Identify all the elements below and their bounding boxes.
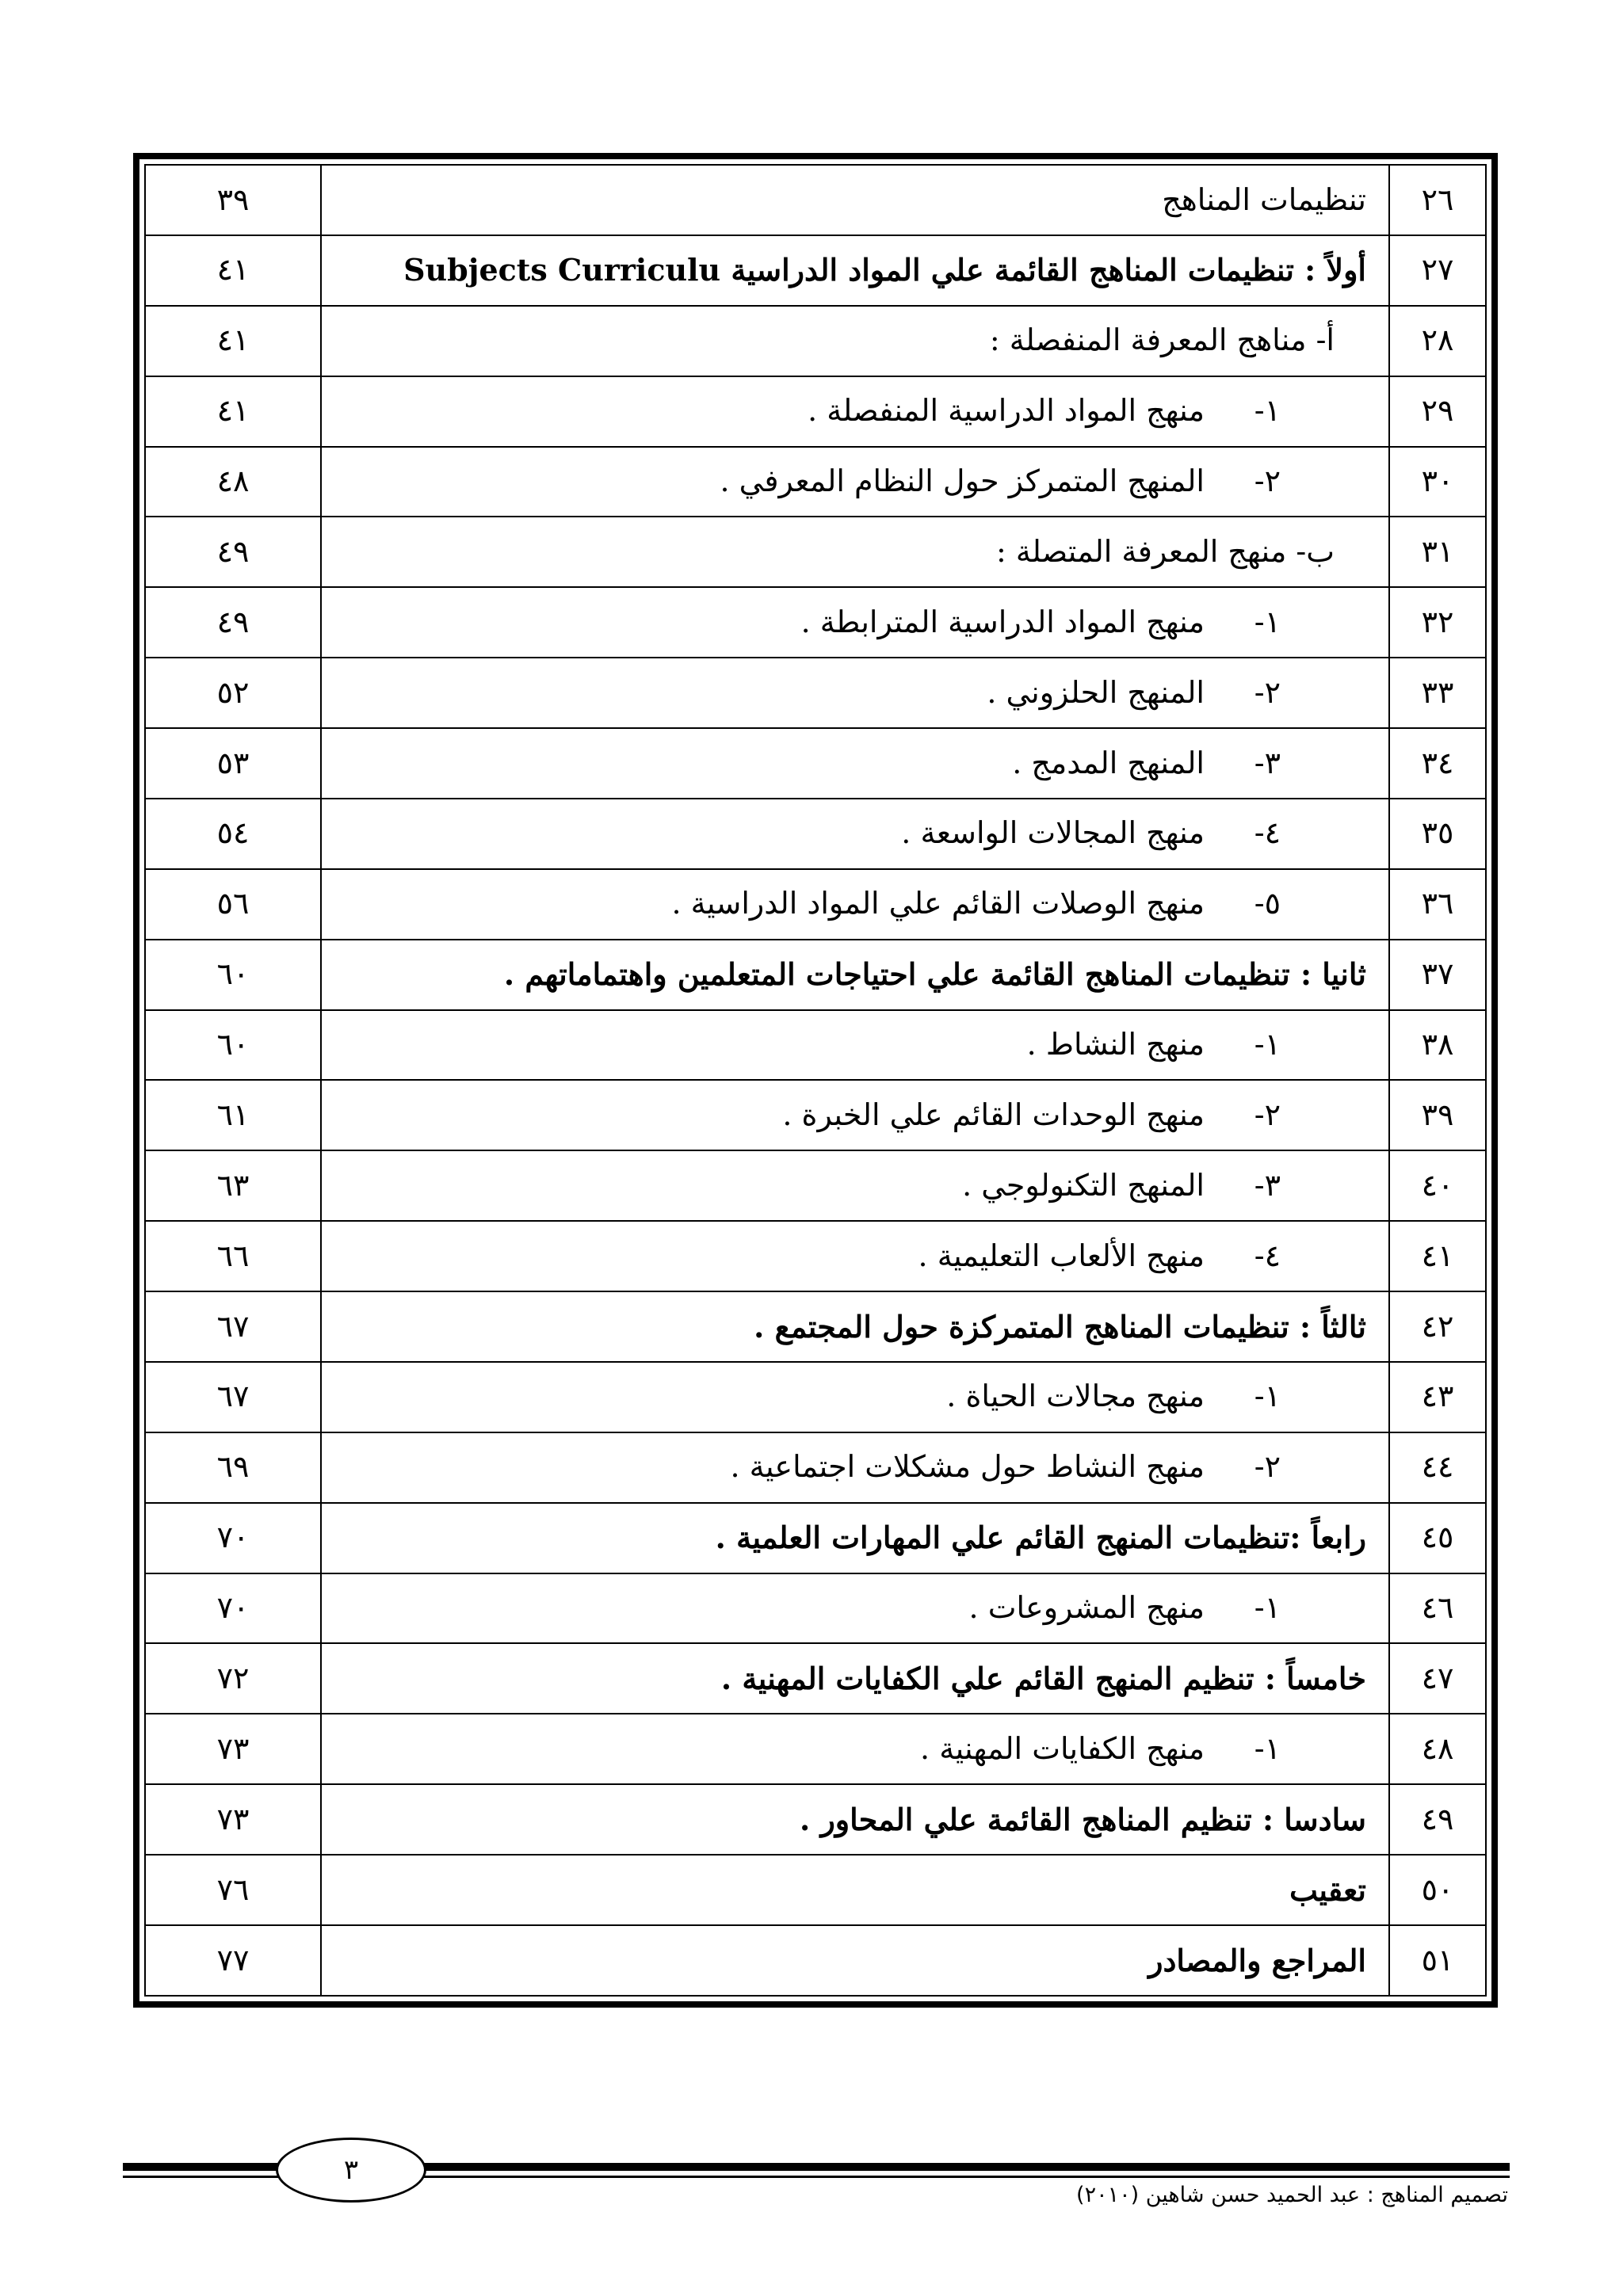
toc-row [145,1925,1486,1996]
toc-row-page: ٥٦ [145,869,321,940]
toc-section-title: سادسا : تنظيم المناهج القائمة علي المحاور . [799,1801,1366,1837]
toc-table [144,164,1487,1997]
footer-caption: تصميم المناهج : عبد الحميد حسن شاهين (٢٠١٠) [1076,2183,1508,2207]
toc-row-page: ٤٨ [145,447,321,517]
toc-row-number: ٥١ [1389,1925,1486,1996]
toc-row-page: ٧٠ [145,1503,321,1573]
toc-row-number: ٤٢ [1389,1291,1486,1362]
toc-subsection-title: أ- مناهج المعرفة المنفصلة : [989,322,1335,358]
toc-item-title: المنهج المتمركز حول النظام المعرفي . [720,463,1205,499]
toc-row-title-cell [321,376,1389,447]
toc-row [145,1150,1486,1221]
toc-row-number: ٢٧ [1389,235,1486,306]
toc-item-title: منهج الألعاب التعليمية . [918,1238,1205,1273]
toc-item-title: منهج المجالات الواسعة . [901,815,1205,851]
toc-item-marker: ٢- [1254,1097,1281,1132]
toc-row-page: ٤٩ [145,587,321,658]
toc-section-title: المراجع والمصادر [1148,1942,1366,1978]
toc-item-marker: ١- [1254,393,1281,429]
toc-subitem [730,1451,1377,1484]
toc-row-number: ٤٩ [1389,1784,1486,1855]
toc-row-number: ٣٤ [1389,728,1486,799]
toc-subitem [782,1099,1377,1132]
toc-row-page: ٦٠ [145,940,321,1010]
toc-row [145,658,1486,728]
toc-item-title: منهج المواد الدراسية المنفصلة . [808,393,1205,429]
toc-row-title-cell [321,1784,1389,1855]
toc-item-title: منهج المواد الدراسية المترابطة . [800,604,1205,639]
toc-subitem [1012,747,1377,780]
toc-row-number: ٣٢ [1389,587,1486,658]
toc-row-title-cell [321,1432,1389,1503]
toc-item-marker: ٥- [1254,886,1281,921]
toc-row [145,940,1486,1010]
toc-row-title-cell [321,165,1389,235]
toc-row-page: ٦٧ [145,1362,321,1432]
toc-item-marker: ٢- [1254,674,1281,710]
toc-item-marker: ٣- [1254,1167,1281,1203]
toc-row-number: ٣٠ [1389,447,1486,517]
toc-row-page: ٦٧ [145,1291,321,1362]
toc-row [145,1855,1486,1925]
toc-row [145,235,1486,306]
toc-row-page: ٧٦ [145,1855,321,1925]
toc-row [145,587,1486,658]
toc-item-title: منهج النشاط . [1026,1027,1205,1062]
toc-row-number: ٢٦ [1389,165,1486,235]
toc-row [145,517,1486,587]
toc-row-page: ٣٩ [145,165,321,235]
toc-subsection-title: ب- منهج المعرفة المتصلة : [995,533,1335,569]
toc-row-number: ٢٩ [1389,376,1486,447]
toc-row-number: ٤٤ [1389,1432,1486,1503]
toc-row-page: ٥٢ [145,658,321,728]
toc-subitem [987,674,1377,710]
toc-row-number: ٣٨ [1389,1010,1486,1081]
toc-subitem [918,1240,1377,1273]
toc-row-title-cell [321,1150,1389,1221]
toc-row-title-cell [321,1221,1389,1291]
toc-row [145,1362,1486,1432]
toc-subitem [720,465,1377,498]
toc-item-title: منهج المشروعات . [968,1590,1205,1626]
toc-item-title: منهج الوصلات القائم علي المواد الدراسية . [671,886,1205,921]
toc-item-title: منهج الكفايات المهنية . [920,1730,1205,1766]
toc-row [145,1291,1486,1362]
toc-item-title: المنهج الحلزوني . [987,674,1205,710]
toc-row [145,1714,1486,1784]
toc-row-number: ٢٨ [1389,306,1486,376]
toc-row-page: ٧٣ [145,1784,321,1855]
toc-row-number: ٤٠ [1389,1150,1486,1221]
toc-item-marker: ١- [1254,1730,1281,1766]
toc-row-page: ٦٣ [145,1150,321,1221]
toc-row [145,1432,1486,1503]
toc-row-title-cell [321,940,1389,1010]
toc-row-page: ٧٣ [145,1714,321,1784]
toc-subitem [962,1169,1377,1203]
toc-row-title-cell [321,1714,1389,1784]
toc-body [145,165,1486,1996]
toc-row-page: ٥٣ [145,728,321,799]
toc-row-title-cell [321,1573,1389,1644]
toc-subitem [901,817,1377,850]
toc-row-page: ٧٧ [145,1925,321,1996]
toc-row-page: ٧٠ [145,1573,321,1644]
toc-row-number: ٣٥ [1389,799,1486,869]
toc-row [145,1643,1486,1714]
toc-section-title: تعقيب [1289,1871,1366,1908]
toc-item-marker: ١- [1254,1027,1281,1062]
toc-row-title-cell [321,799,1389,869]
toc-item-marker: ٤- [1254,815,1281,851]
toc-row-number: ٣٧ [1389,940,1486,1010]
toc-section-title: ثالثاً : تنظيمات المناهج المتمركزة حول المجتمع . [754,1308,1366,1344]
page-number: ٣ [276,2138,426,2203]
toc-row-page: ٦٠ [145,1010,321,1081]
toc-row-page: ٦٦ [145,1221,321,1291]
toc-row-title-cell [321,1362,1389,1432]
toc-subitem [671,887,1377,921]
toc-row-page: ٦١ [145,1080,321,1150]
toc-row-number: ٤٧ [1389,1643,1486,1714]
toc-row-number: ٣٩ [1389,1080,1486,1150]
toc-row-title-cell [321,235,1389,306]
toc-row-number: ٣٣ [1389,658,1486,728]
toc-row-number: ٥٠ [1389,1855,1486,1925]
toc-row [145,165,1486,235]
toc-row [145,1784,1486,1855]
toc-item-marker: ٢- [1254,1449,1281,1485]
toc-row-title-cell [321,658,1389,728]
toc-section-title: تنظيمات المناهج [1162,181,1366,217]
toc-section-title: خامساً : تنظيم المنهج القائم علي الكفايات المهنية . [720,1660,1366,1696]
toc-item-title: المنهج التكنولوجي . [962,1167,1205,1203]
toc-row-title-cell [321,306,1389,376]
toc-row [145,1080,1486,1150]
toc-row-title-cell [321,1080,1389,1150]
toc-row-title-cell [321,1010,1389,1081]
toc-row-number: ٤٦ [1389,1573,1486,1644]
toc-item-marker: ١- [1254,1590,1281,1626]
toc-row-page: ٤٩ [145,517,321,587]
toc-subitem [969,1592,1377,1625]
toc-row-page: ٧٢ [145,1643,321,1714]
toc-subitem [801,606,1377,639]
toc-row-page: ٤١ [145,376,321,447]
toc-frame [133,153,1498,2008]
toc-row-number: ٤٥ [1389,1503,1486,1573]
toc-row [145,728,1486,799]
toc-row [145,1010,1486,1081]
toc-subitem [946,1380,1377,1413]
toc-subitem [920,1730,1377,1766]
toc-row-number: ٣٦ [1389,869,1486,940]
toc-row-title-cell [321,1291,1389,1362]
toc-row [145,1573,1486,1644]
toc-row [145,447,1486,517]
toc-section-title: ثانيا : تنظيمات المناهج القائمة علي احتياجات المتعلمين واهتماماتهم . [503,956,1366,993]
toc-row-title-cell [321,1643,1389,1714]
toc-item-marker: ١- [1254,1379,1281,1414]
toc-row-title-cell [321,1855,1389,1925]
toc-row-title-cell [321,517,1389,587]
toc-row-page: ٤١ [145,306,321,376]
toc-row-number: ٤٨ [1389,1714,1486,1784]
toc-row-title-cell [321,1503,1389,1573]
toc-row [145,869,1486,940]
toc-row-number: ٤٣ [1389,1362,1486,1432]
toc-row-title-cell [321,1925,1389,1996]
toc-row-title-cell [321,447,1389,517]
toc-subitem [808,395,1377,428]
toc-row [145,376,1486,447]
toc-row [145,1503,1486,1573]
toc-row-number: ٤١ [1389,1221,1486,1291]
toc-row [145,306,1486,376]
toc-row-page: ٦٩ [145,1432,321,1503]
toc-item-marker: ١- [1254,604,1281,639]
toc-row-title-cell [321,869,1389,940]
toc-row-title-cell [321,728,1389,799]
toc-item-marker: ٣- [1254,745,1281,780]
toc-row [145,1221,1486,1291]
toc-row-page: ٤١ [145,235,321,306]
toc-subitem [1027,1028,1377,1062]
toc-item-marker: ٢- [1254,463,1281,499]
toc-section-title: رابعاً :تنظيمات المنهج القائم علي المهارات العلمية . [715,1520,1366,1556]
toc-item-title: المنهج المدمج . [1012,745,1205,780]
toc-item-marker: ٤- [1254,1238,1281,1273]
toc-section-title: أولاً : تنظيمات المناهج القائمة علي المواد الدراسية Subjects Curriculu [403,252,1366,288]
toc-item-title: منهج مجالات الحياة . [946,1379,1205,1414]
toc-row-number: ٣١ [1389,517,1486,587]
toc-row-page: ٥٤ [145,799,321,869]
toc-item-title: منهج النشاط حول مشكلات اجتماعية . [730,1449,1205,1485]
toc-row-title-cell [321,587,1389,658]
toc-item-title: منهج الوحدات القائم علي الخبرة . [782,1097,1205,1132]
toc-row [145,799,1486,869]
